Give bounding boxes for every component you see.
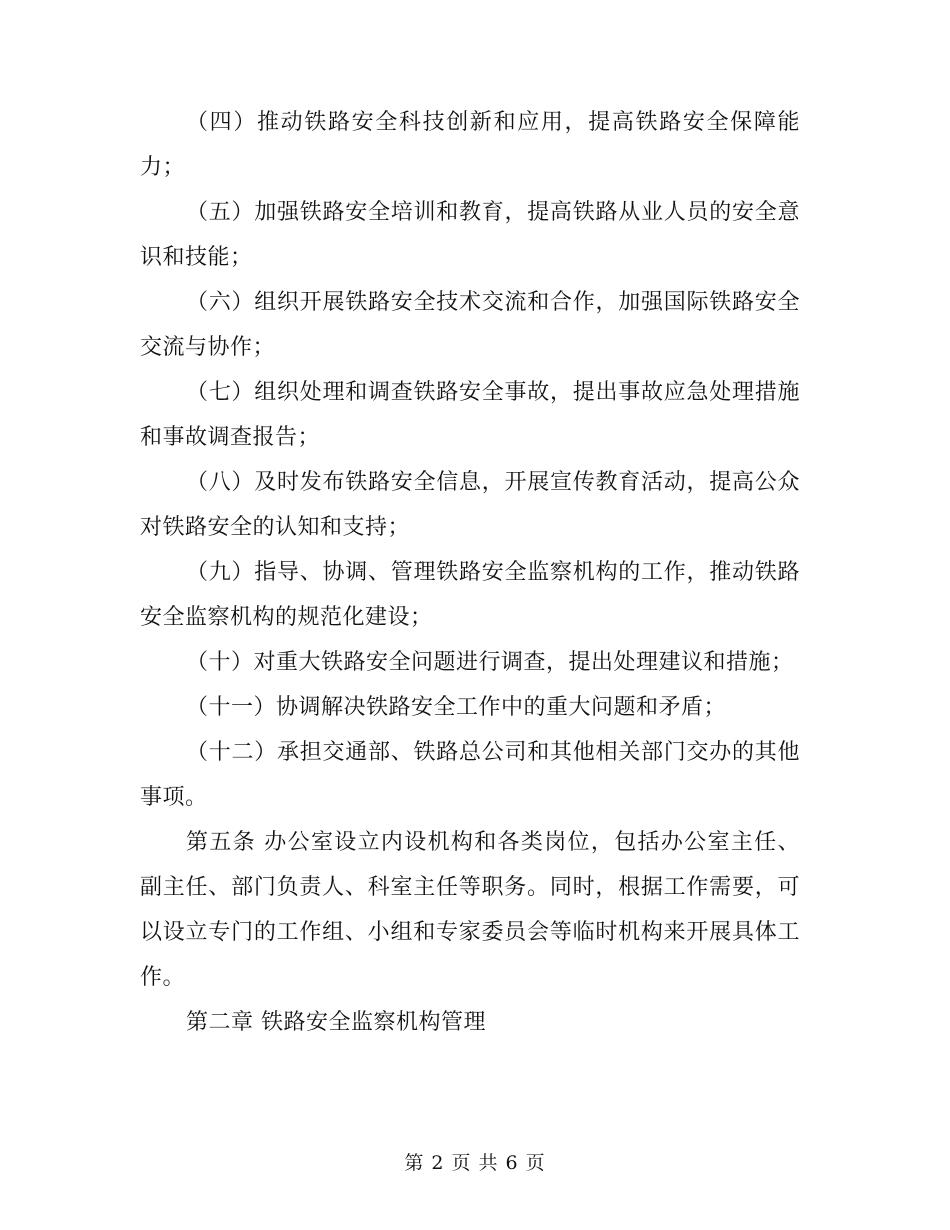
paragraph-item-10: （十）对重大铁路安全问题进行调查，提出处理建议和措施； — [186, 650, 794, 675]
paragraph-item-8: （八）及时发布铁路安全信息，开展宣传教育活动，提高公众对铁路安全的认知和支持； — [140, 470, 800, 540]
chapter-two-heading: 第二章 铁路安全监察机构管理 — [186, 1010, 486, 1035]
paragraph-item-9: （九）指导、协调、管理铁路安全监察机构的工作，推动铁路安全监察机构的规范化建设； — [140, 560, 800, 630]
article-five-paragraph: 第五条 办公室设立内设机构和各类岗位，包括办公室主任、副主任、部门负责人、科室主任等职务。同时，根据工作需要，可以设立专门的工作组、小组和专家委员会等临时机构来开展具体工作。 — [140, 830, 800, 990]
page-number-label: 第 2 页 共 6 页 — [404, 1152, 546, 1174]
document-body — [140, 100, 800, 1045]
paragraph-item-4: （四）推动铁路安全科技创新和应用，提高铁路安全保障能力； — [140, 110, 800, 180]
paragraph-item-12: （十二）承担交通部、铁路总公司和其他相关部门交办的其他事项。 — [140, 740, 800, 810]
page-footer — [0, 1148, 950, 1175]
paragraph-item-11: （十一）协调解决铁路安全工作中的重大问题和矛盾； — [186, 695, 727, 720]
paragraph-item-5: （五）加强铁路安全培训和教育，提高铁路从业人员的安全意识和技能； — [140, 200, 800, 270]
paragraph-item-7: （七）组织处理和调查铁路安全事故，提出事故应急处理措施和事故调查报告； — [140, 380, 800, 450]
paragraph-item-6: （六）组织开展铁路安全技术交流和合作，加强国际铁路安全交流与协作； — [140, 290, 800, 360]
